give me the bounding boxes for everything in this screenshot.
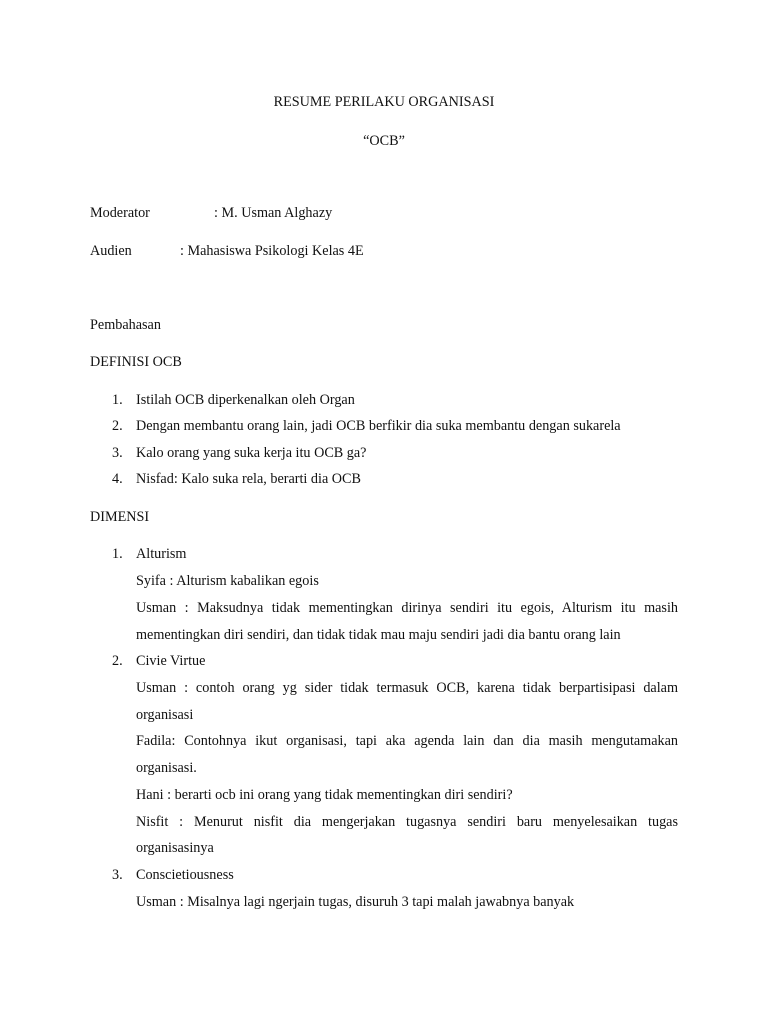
- dimension-title: Alturism: [136, 546, 187, 562]
- list-item: Nisfad: Kalo suka rela, berarti dia OCB: [136, 471, 361, 487]
- dimension-title: Conscietiousness: [136, 867, 234, 883]
- list-number: 4.: [112, 471, 123, 487]
- dialogue-line: organisasi: [136, 707, 194, 723]
- pembahasan-label: Pembahasan: [90, 317, 161, 333]
- list-number: 1.: [112, 392, 123, 408]
- dialogue-line: Nisfit : Menurut nisfit dia mengerjakan tugasnya sendiri baru menyelesaikan tugas: [136, 814, 678, 830]
- list-item: Dengan membantu orang lain, jadi OCB berfikir dia suka membantu dengan sukarela: [136, 418, 621, 434]
- dialogue-line: Usman : Misalnya lagi ngerjain tugas, disuruh 3 tapi malah jawabnya banyak: [136, 894, 575, 910]
- dimensi-heading: DIMENSI: [90, 509, 150, 525]
- list-number: 2.: [112, 653, 123, 669]
- list-number: 3.: [112, 445, 123, 461]
- dialogue-line: Usman : Maksudnya tidak mementingkan dirinya sendiri itu egois, Alturism itu masih: [136, 600, 678, 616]
- moderator-label: Moderator: [90, 205, 150, 221]
- dialogue-line: Syifa : Alturism kabalikan egois: [136, 573, 319, 589]
- moderator-value: : M. Usman Alghazy: [214, 205, 333, 221]
- dialogue-line: Fadila: Contohnya ikut organisasi, tapi aka agenda lain dan dia masih mengutamakan: [136, 733, 678, 749]
- dialogue-line: organisasi.: [136, 760, 197, 776]
- definisi-heading: DEFINISI OCB: [90, 354, 182, 370]
- dialogue-line: Hani : berarti ocb ini orang yang tidak mementingkan diri sendiri?: [136, 787, 513, 803]
- list-number: 3.: [112, 867, 123, 883]
- audien-label: Audien: [90, 243, 132, 259]
- list-item: Kalo orang yang suka kerja itu OCB ga?: [136, 445, 367, 461]
- audien-value: : Mahasiswa Psikologi Kelas 4E: [180, 243, 364, 259]
- dialogue-line: organisasinya: [136, 840, 214, 856]
- list-number: 1.: [112, 546, 123, 562]
- dimension-title: Civie Virtue: [136, 653, 206, 669]
- document-title: RESUME PERILAKU ORGANISASI: [273, 94, 495, 110]
- dialogue-line: mementingkan diri sendiri, dan tidak tidak mau maju sendiri jadi dia bantu orang lain: [136, 627, 621, 643]
- dialogue-line: Usman : contoh orang yg sider tidak termasuk OCB, karena tidak berpartisipasi dalam: [136, 680, 678, 696]
- list-item: Istilah OCB diperkenalkan oleh Organ: [136, 392, 355, 408]
- list-number: 2.: [112, 418, 123, 434]
- document-subtitle: “OCB”: [363, 133, 405, 149]
